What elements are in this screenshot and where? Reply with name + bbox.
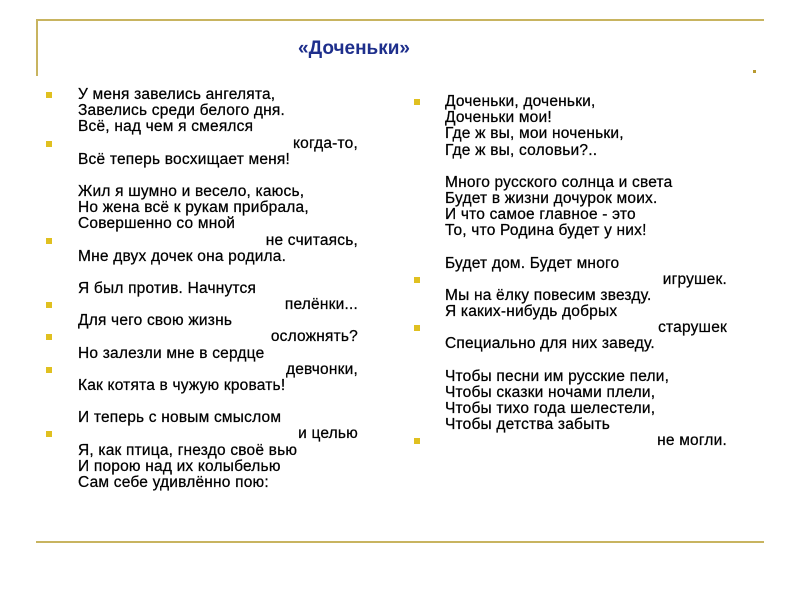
poem-line [78, 443, 358, 459]
poem-line [78, 249, 358, 265]
poem-line-text: Совершенно со мной [78, 215, 236, 233]
poem-line [78, 119, 358, 135]
poem-line-text: пелёнки... [284, 296, 358, 314]
poem-line-text: Но залезли мне в сердце [78, 344, 265, 362]
poem-line [445, 336, 727, 352]
poem-line [78, 136, 358, 152]
poem-line [78, 459, 358, 475]
poem-line-text: осложнять? [270, 328, 358, 346]
poem-line-text: То, что Родина будет у них! [445, 222, 647, 240]
poem-line [78, 297, 358, 313]
poem-line-text: Чтобы сказки ночами плели, [445, 383, 656, 401]
poem-line-text: Я, как птица, гнездо своё вью [78, 441, 298, 459]
poem-line-text: Но жена всё к рукам прибрала, [78, 199, 309, 217]
poem-line-text: И что самое главное - это [445, 206, 636, 224]
poem-line [445, 143, 727, 159]
poem-line-text: Специально для них заведу. [445, 335, 655, 353]
poem-line-text: Всё теперь восхищает меня! [78, 150, 291, 168]
bullet-icon [46, 92, 52, 98]
poem-line [445, 110, 727, 126]
poem-line [78, 87, 358, 103]
poem-line [445, 417, 727, 433]
poem-line-text: И порою над их колыбелью [78, 457, 281, 475]
poem-line [445, 94, 727, 110]
poem-line-text: Как котята в чужую кровать! [78, 377, 286, 394]
poem-line-text: И теперь с новым смыслом [78, 409, 282, 427]
poem-right-column [445, 94, 727, 450]
poem-line [445, 401, 727, 417]
poem-line [445, 272, 727, 288]
bullet-icon [46, 367, 52, 373]
poem-line [78, 216, 358, 232]
poem-line-text: Будет в жизни дочурок моих. [445, 189, 658, 207]
poem-line-text: Чтобы песни им русские пели, [445, 367, 670, 385]
bullet-icon [46, 334, 52, 340]
poem-line [445, 191, 727, 207]
poem-line-text: Завелись среди белого дня. [78, 102, 286, 120]
poem-line [78, 410, 358, 426]
poem-line-text: не считаясь, [265, 231, 358, 249]
poem-line [445, 385, 727, 401]
top-rule [36, 19, 764, 21]
poem-line [78, 346, 358, 362]
poem-line-text: Всё, над чем я смеялся [78, 118, 254, 136]
poem-line [445, 320, 727, 336]
poem-line-text: Много русского солнца и света [445, 173, 673, 191]
poem-line [445, 240, 727, 256]
poem-line-text: не могли. [657, 432, 727, 450]
bullet-icon [46, 302, 52, 308]
poem-line [78, 103, 358, 119]
poem-line [445, 353, 727, 369]
poem-line [78, 475, 358, 491]
poem-line [78, 233, 358, 249]
poem-line [78, 362, 358, 378]
bullet-icon [414, 438, 420, 444]
poem-line-text: Где ж вы, мои ноченьки, [445, 125, 624, 143]
bottom-rule [36, 541, 764, 543]
bullet-icon [414, 325, 420, 331]
poem-line-text: Я был против. Начнутся [78, 279, 257, 297]
poem-line [445, 288, 727, 304]
poem-line [445, 304, 727, 320]
bullet-icon [46, 238, 52, 244]
poem-line [78, 313, 358, 329]
poem-line-text: Чтобы детства забыть [445, 416, 611, 434]
bullet-icon [46, 431, 52, 437]
corner-dot [753, 70, 756, 73]
poem-line [445, 433, 727, 449]
bullet-icon [414, 99, 420, 105]
poem-line [78, 200, 358, 216]
bullet-icon [46, 141, 52, 147]
poem-line [78, 184, 358, 200]
poem-line-text: старушек [658, 319, 727, 337]
poem-line-text: У меня завелись ангелята, [78, 86, 276, 103]
poem-line-text: Доченьки, доченьки, [445, 93, 596, 110]
poem-line [78, 378, 358, 394]
poem-line [78, 265, 358, 281]
poem-line-text: Жил я шумно и весело, каюсь, [78, 182, 305, 200]
poem-line-text: Я каких-нибудь добрых [445, 303, 618, 321]
poem-line-text: Будет дом. Будет много [445, 254, 620, 272]
bullet-icon [414, 277, 420, 283]
poem-line-text: Сам себе удивлённо пою: [78, 473, 269, 491]
poem-line-text: Мне двух дочек она родила. [78, 247, 287, 265]
poem-line-text: и целью [298, 425, 358, 443]
poem-line [445, 369, 727, 385]
poem-line-text: Для чего свою жизнь [78, 312, 233, 330]
slide-title: «Доченьки» [298, 38, 410, 59]
poem-line [78, 426, 358, 442]
poem-line [78, 281, 358, 297]
poem-line [445, 207, 727, 223]
poem-line [445, 175, 727, 191]
poem-line-text: Чтобы тихо года шелестели, [445, 400, 656, 417]
poem-line-text: Доченьки мои! [445, 109, 552, 127]
poem-line-text: девчонки, [285, 360, 358, 378]
poem-line [445, 159, 727, 175]
poem-left-column [78, 87, 358, 491]
poem-line [78, 152, 358, 168]
poem-line [445, 223, 727, 239]
poem-line [445, 256, 727, 272]
poem-line-text: игрушек. [662, 270, 727, 288]
poem-line [78, 329, 358, 345]
poem-line-text: Где ж вы, соловьи?.. [445, 141, 598, 159]
poem-line [78, 168, 358, 184]
left-rule [36, 19, 38, 76]
poem-line [445, 126, 727, 142]
poem-line-text: когда-то, [292, 134, 358, 152]
poem-line-text: Мы на ёлку повесим звезду. [445, 286, 652, 304]
poem-line [78, 394, 358, 410]
